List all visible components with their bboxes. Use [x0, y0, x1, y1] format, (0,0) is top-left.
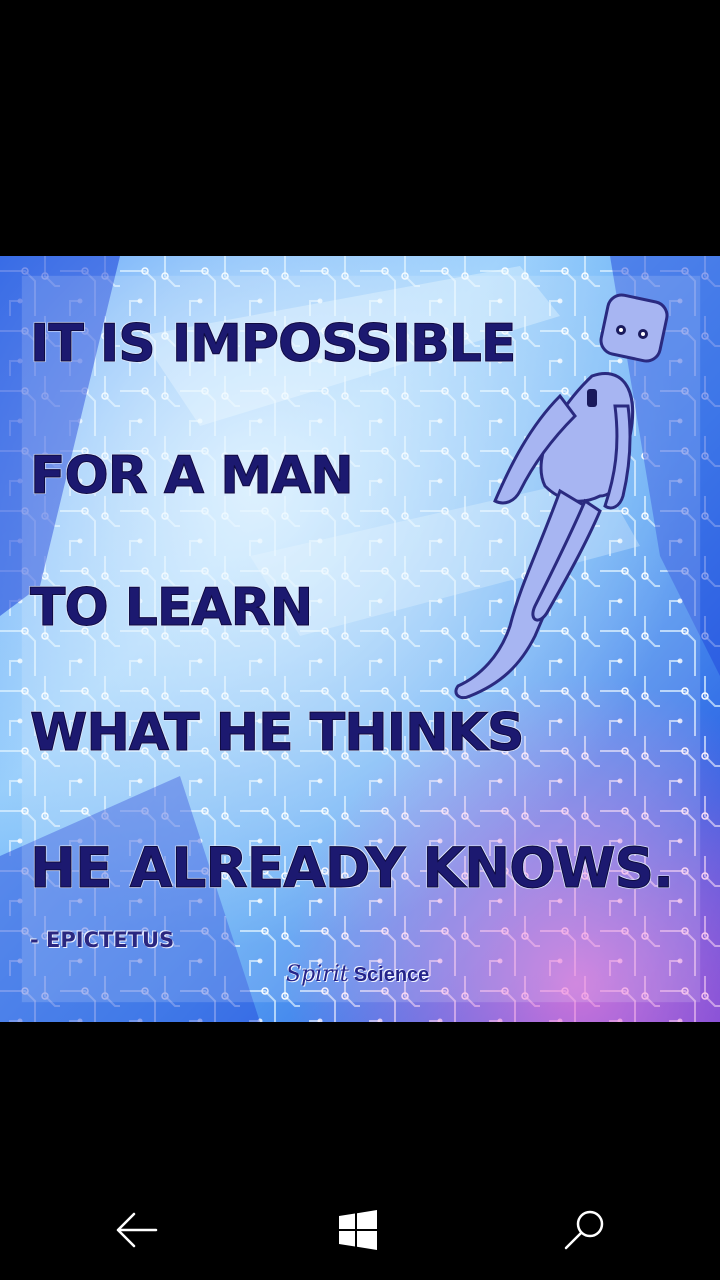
brand-spirit: Spirit: [286, 962, 349, 987]
home-button[interactable]: [328, 1205, 388, 1255]
brand-watermark: [286, 962, 429, 987]
back-button[interactable]: [106, 1205, 166, 1255]
brand-science: Science: [353, 964, 430, 986]
quote-line-5: HE ALREADY KNOWS.: [30, 836, 674, 900]
quote-attribution: - EPICTETUS: [30, 928, 175, 952]
quote-line-3: TO LEARN: [30, 578, 313, 638]
search-icon: [562, 1208, 606, 1252]
quote-image[interactable]: [0, 256, 720, 1022]
navigation-bar: [0, 1180, 720, 1280]
back-arrow-icon: [114, 1210, 158, 1250]
search-button[interactable]: [554, 1205, 614, 1255]
windows-logo-icon: [338, 1210, 378, 1250]
quote-line-1: IT IS IMPOSSIBLE: [30, 314, 516, 374]
quote-line-2: FOR A MAN: [30, 446, 353, 506]
quote-line-4: WHAT HE THINKS: [30, 703, 524, 763]
